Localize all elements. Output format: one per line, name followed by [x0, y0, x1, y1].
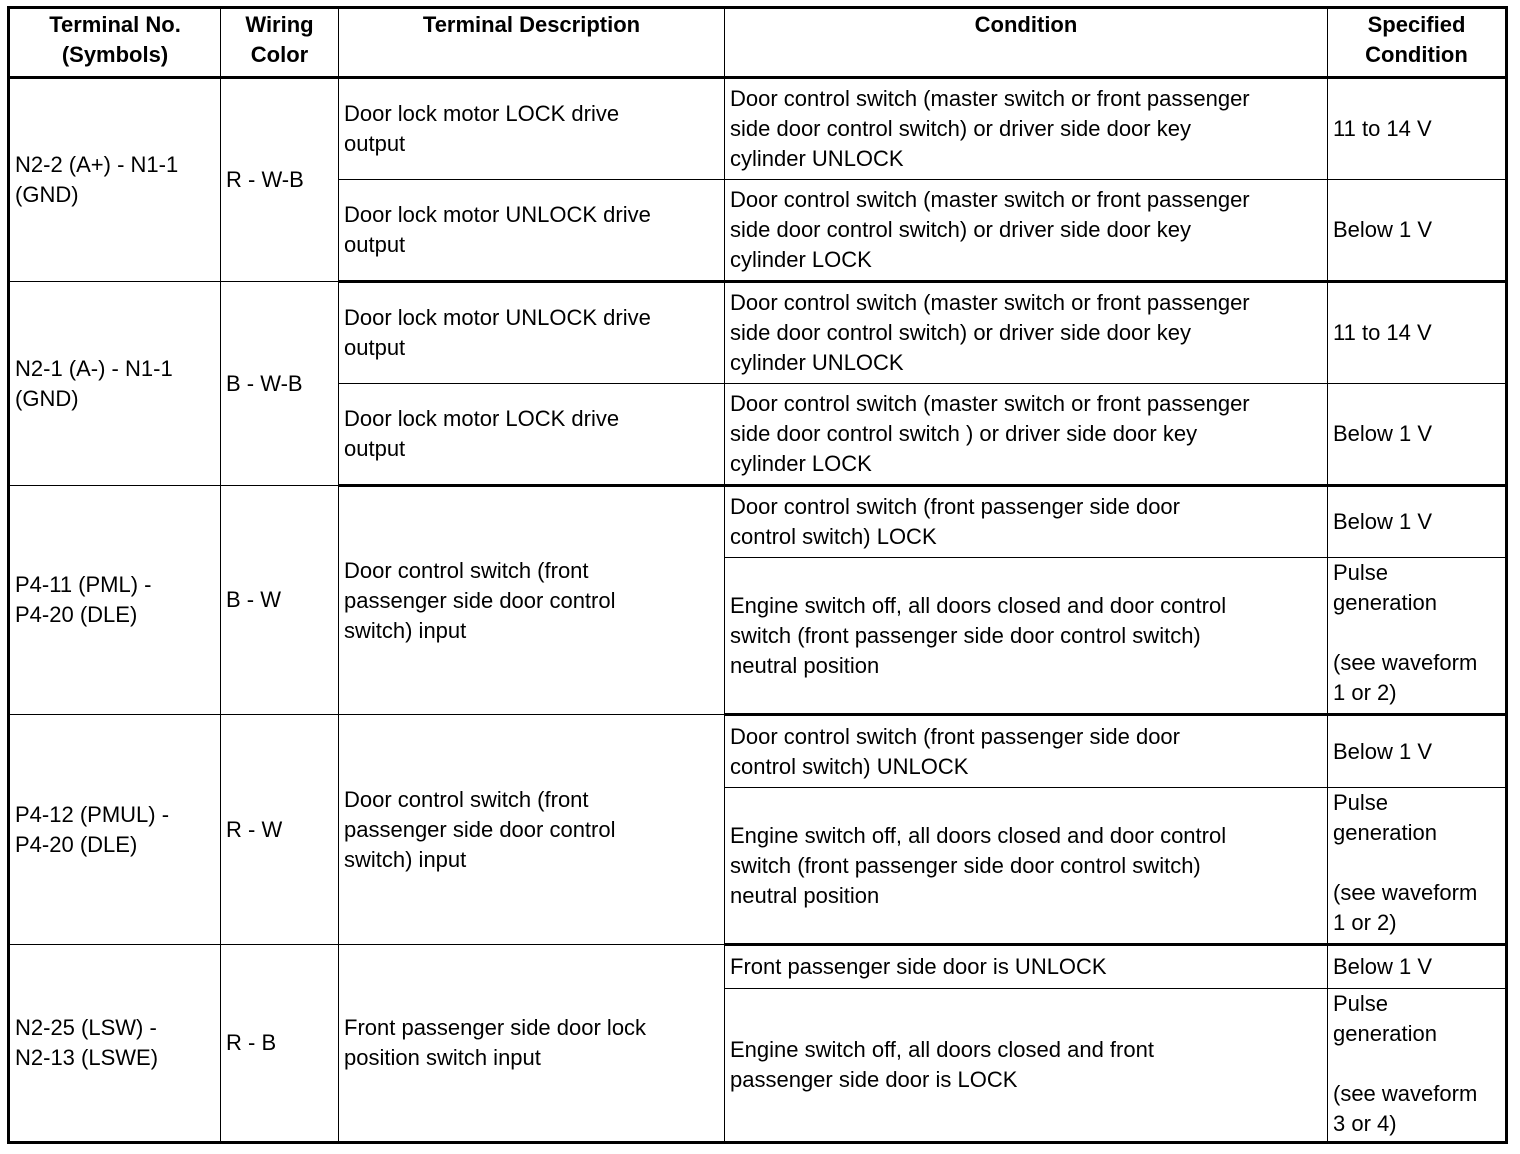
header-row [9, 8, 1507, 78]
table-row [9, 486, 1507, 558]
specified-cell: Below 1 V [1328, 715, 1507, 788]
wiring-cell: B - W-B [221, 282, 339, 486]
description-cell: Door control switch (front passenger side door control switch) input [339, 715, 725, 945]
condition-cell: Front passenger side door is UNLOCK [725, 945, 1328, 989]
wiring-cell: B - W [221, 486, 339, 715]
wiring-cell: R - B [221, 945, 339, 1143]
wiring-cell: R - W-B [221, 78, 339, 282]
condition-cell: Door control switch (front passenger side door control switch) LOCK [725, 486, 1328, 558]
header-specified: Specified Condition [1328, 8, 1507, 78]
terminal-cell: N2-2 (A+) - N1-1 (GND) [9, 78, 221, 282]
specified-cell: Below 1 V [1328, 180, 1507, 282]
terminal-cell: P4-12 (PMUL) - P4-20 (DLE) [9, 715, 221, 945]
header-wiring: Wiring Color [221, 8, 339, 78]
condition-cell: Door control switch (master switch or front passenger side door control switch) or driver side door key cylinder LOCK [725, 180, 1328, 282]
description-cell: Door lock motor LOCK drive output [339, 78, 725, 180]
header-condition: Condition [725, 8, 1328, 78]
terminal-cell: N2-25 (LSW) - N2-13 (LSWE) [9, 945, 221, 1143]
table-row [9, 78, 1507, 180]
description-cell: Door lock motor UNLOCK drive output [339, 282, 725, 384]
condition-cell: Engine switch off, all doors closed and front passenger side door is LOCK [725, 989, 1328, 1143]
description-cell: Front passenger side door lock position switch input [339, 945, 725, 1143]
condition-cell: Door control switch (front passenger side door control switch) UNLOCK [725, 715, 1328, 788]
condition-cell: Engine switch off, all doors closed and door control switch (front passenger side door control switch) neutral position [725, 788, 1328, 945]
header-description: Terminal Description [339, 8, 725, 78]
description-cell: Door control switch (front passenger side door control switch) input [339, 486, 725, 715]
header-terminal: Terminal No. (Symbols) [9, 8, 221, 78]
specified-cell: Pulse generation (see waveform 1 or 2) [1328, 558, 1507, 715]
condition-cell: Door control switch (master switch or front passenger side door control switch ) or driver side door key cylinder LOCK [725, 384, 1328, 486]
specified-cell: 11 to 14 V [1328, 78, 1507, 180]
condition-cell: Door control switch (master switch or front passenger side door control switch) or driver side door key cylinder UNLOCK [725, 78, 1328, 180]
description-cell: Door lock motor UNLOCK drive output [339, 180, 725, 282]
table-row [9, 282, 1507, 384]
specified-cell: Pulse generation (see waveform 3 or 4) [1328, 989, 1507, 1143]
wiring-cell: R - W [221, 715, 339, 945]
terminal-cell: N2-1 (A-) - N1-1 (GND) [9, 282, 221, 486]
specified-cell: Below 1 V [1328, 384, 1507, 486]
condition-cell: Engine switch off, all doors closed and door control switch (front passenger side door control switch) neutral position [725, 558, 1328, 715]
specified-cell: Pulse generation (see waveform 1 or 2) [1328, 788, 1507, 945]
terminal-table [7, 6, 1508, 1144]
table-row [9, 945, 1507, 989]
specified-cell: Below 1 V [1328, 486, 1507, 558]
terminal-cell: P4-11 (PML) - P4-20 (DLE) [9, 486, 221, 715]
specified-cell: Below 1 V [1328, 945, 1507, 989]
condition-cell: Door control switch (master switch or front passenger side door control switch) or driver side door key cylinder UNLOCK [725, 282, 1328, 384]
description-cell: Door lock motor LOCK drive output [339, 384, 725, 486]
specified-cell: 11 to 14 V [1328, 282, 1507, 384]
table-row [9, 715, 1507, 788]
